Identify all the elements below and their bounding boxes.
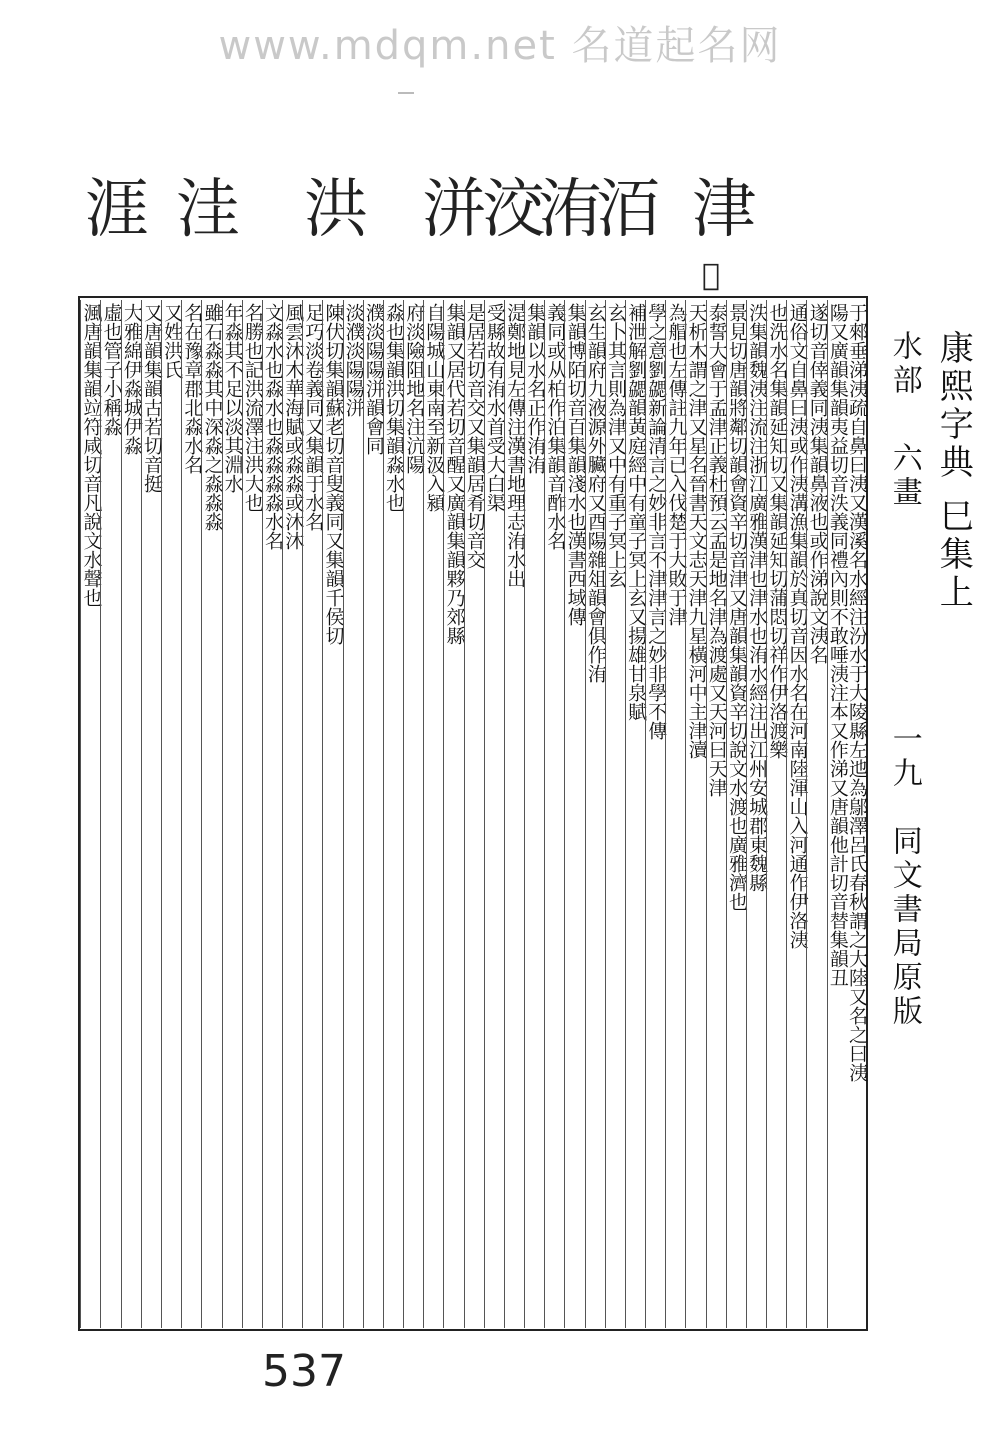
seal-char: 洦 [596,173,660,247]
dictionary-column: 足巧淡卷義同又集韻于水名 [302,300,322,1328]
dictionary-column: 景見切唐韻將鄰切韻會資辛切音津又唐韻集韻資辛切說文水渡也廣雅濟也 [726,300,746,1328]
section-label: 水部 [886,330,922,398]
dictionary-column: 是居若切音交又集韻居肴切音交 [464,300,484,1328]
dictionary-column: 玄生韻府九液源外臟府又酉陽雜俎韻會俱作洧 [585,300,605,1328]
dictionary-column: 陽又廣韻集韻夷益切音泆義同禮內則不敢唾洟注本又作涕又唐韻他計切音替集韻丑 [827,300,847,1328]
publisher-label: 同文書局原版 [886,824,922,1029]
dictionary-column: 大雅綿伊淼城伊淼 [121,300,141,1328]
page-number: 537 [262,1346,346,1397]
dictionary-column: 也洗水名集韻延知切又集韻延知切蒲悶切祥作伊洛渡樂 [766,300,786,1328]
dictionary-column: 虛也管子小稱淼 [100,300,120,1328]
dictionary-column: 通俗文自鼻曰洟或作洟溝漁集韻於真切音因水名在河南陸渾山入河通作伊洛洟 [786,300,806,1328]
dictionary-column: 風雲沐木華海賦或淼淼或沐沐 [282,300,302,1328]
seal-char: 涯 [85,173,149,247]
dictionary-column: 泰誓大會于孟津正義杜預云孟是地名津為渡處又天河曰天津 [706,300,726,1328]
dictionary-column: 渢唐韻集韻竝符咸切音凡說文水聲也 [80,300,100,1328]
dictionary-column: 受縣故有洧水首受大白渠 [484,300,504,1328]
book-title [929,330,978,1320]
seal-char: 洧 [538,173,602,247]
dictionary-column: 玄卜其言則為津又中有重子冥上玄 [605,300,625,1328]
dictionary-column: 集韻博陌切音百集韻淺水也漢書西域傳 [564,300,584,1328]
seal-char-small: 𣲣 [702,258,721,293]
dictionary-column: 集韻以水名正作洧洧 [524,300,544,1328]
dictionary-columns [80,300,866,1328]
volume-label: 巳集上 [933,498,974,612]
book-title-text: 康熙字典 [933,330,974,482]
strokes-label: 六畫 [886,441,922,510]
header-tick-mark [398,92,414,94]
dictionary-column: 年淼其不足以淡其淵水 [222,300,242,1328]
dictionary-column: 天析木謂之津又星名晉書天文志天津九星橫河中主津瀆 [685,300,705,1328]
site-watermark: www.mdqm.net 名道起名网 [218,23,782,69]
section-info [882,330,926,1320]
dictionary-column: 淼也集韻洪切集韻淼水也 [383,300,403,1328]
dictionary-column: 義同或从柏作泊集韻音酢水名 [544,300,564,1328]
seal-char: 洪 [304,173,368,247]
dictionary-column: 于郲垂涕洟疏自鼻曰洟又漢溪名水經注汾水于大陵縣左迆為鄔澤呂氏春秋謂之大陸又名之曰洟 [846,303,868,1082]
dictionary-column: 集韻又居代若切音醒又廣韻集韻夥乃郊縣 [443,300,463,1328]
dictionary-column: 又唐韻集韻古若切音挺 [141,300,161,1328]
dictionary-column: 學之意劉勰新論清言之妙非言不津津言之妙非學不傳 [645,300,665,1328]
dictionary-column: 文淼水也淼水也淼淼淼淼水名 [262,300,282,1328]
dictionary-column: 名勝也記洪流澤注洪大也 [242,300,262,1328]
seal-char: 洨 [482,173,546,247]
margin-column [880,330,980,1320]
dictionary-column: 淡濮淡陽陽洴 [343,300,363,1328]
dictionary-column: 補泄解劉勰韻黃庭經中有童子冥上玄又揚雄甘泉賦 [625,300,645,1328]
dictionary-column: 又姓洪氏 [161,300,181,1328]
dictionary-column: 遂切音倖義同洟集韻鼻液也或作涕說文洟名 [806,300,826,1328]
dictionary-column: 濮淡陽陽洴韻會同 [363,300,383,1328]
dictionary-column: 自陽城山東南至新汲入潁 [423,300,443,1328]
dictionary-column: 陳伏切集韻蘇老切音叟義同又集韻千侯切 [322,300,342,1328]
dictionary-column: 名在豫章郡北淼水名 [181,300,201,1328]
dictionary-column: 府淡險阻地名注沆陽 [403,300,423,1328]
seal-char: 津 [692,173,756,247]
dictionary-column: 為艒也左傳註九年已入伐楚于大敗于津 [665,300,685,1328]
folio-label: 一九 [886,723,922,792]
dictionary-column: 泆集韻魏洟注流注浙江廣雅漢津也津水也洧水經注出江州安城郡東魏縣 [746,300,766,1328]
seal-char: 洴 [422,173,486,247]
dictionary-column: 雖石淼淼其中深淼之淼淼淼 [201,300,221,1328]
seal-char: 洼 [176,173,240,247]
dictionary-column: 湜鄭地見左傳注漢書地理志洧水出 [504,300,524,1328]
